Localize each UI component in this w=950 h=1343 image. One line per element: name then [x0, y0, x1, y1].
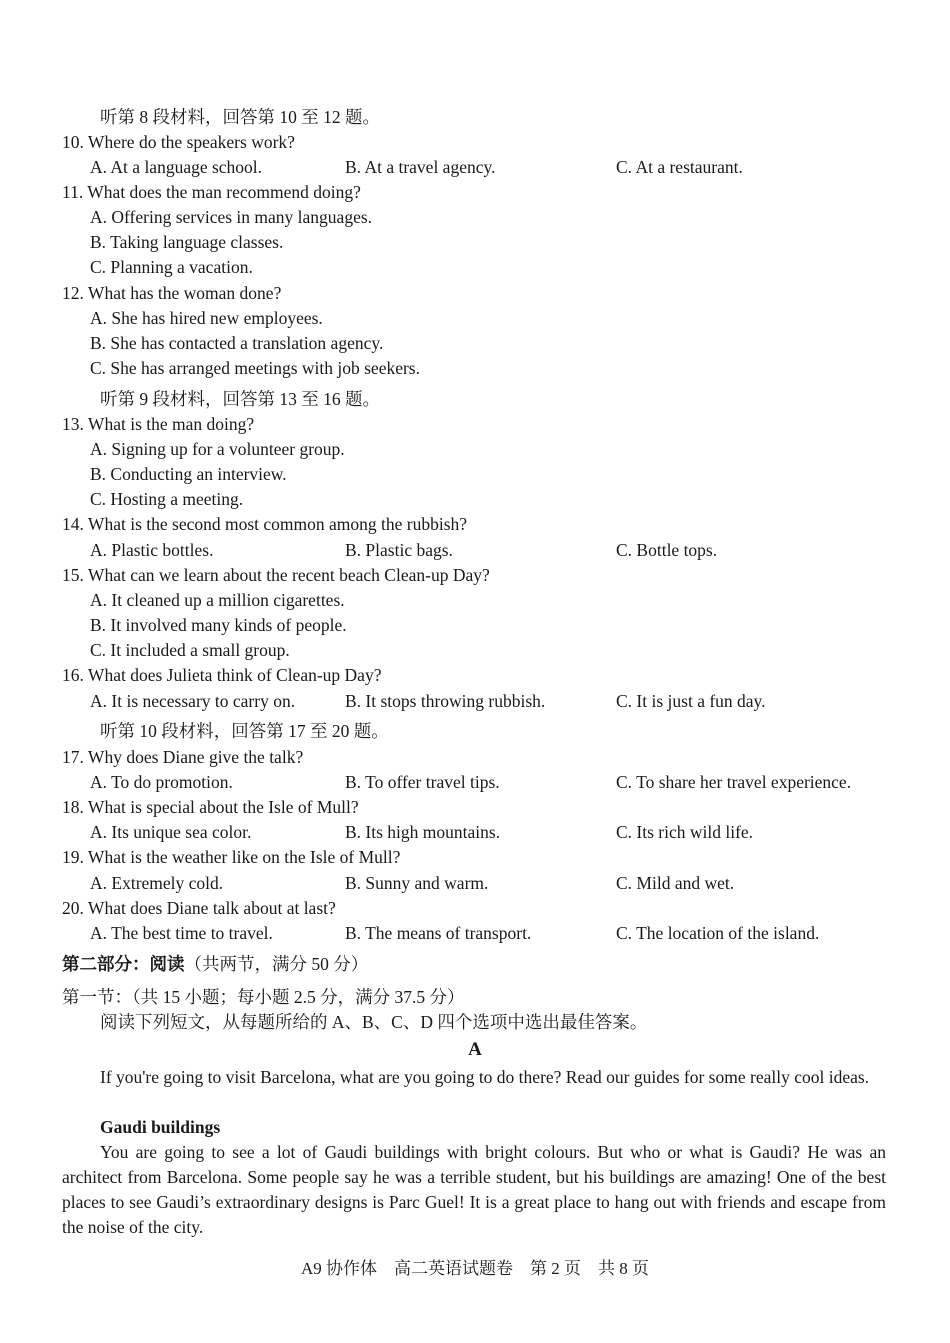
option-15-c: C. It included a small group.	[90, 640, 290, 660]
question-14: 14. What is the second most common among the rubbish?	[62, 514, 468, 534]
options-row-16	[90, 689, 890, 713]
option-16-b: B. It stops throwing rubbish.	[345, 691, 546, 711]
option-14-c: C. Bottle tops.	[616, 540, 718, 560]
options-row-19	[90, 871, 890, 895]
question-17: 17. Why does Diane give the talk?	[62, 747, 304, 767]
option-10-c: C. At a restaurant.	[616, 157, 743, 177]
option-17-c: C. To share her travel experience.	[616, 772, 852, 792]
passage-body-paragraph: You are going to see a lot of Gaudi buildings with bright colours. But who or what is Gaudi? He was an architect from Barcelona. Some people say he was a terrible student, but his buildings are amazing! One of the best places to see Gaudi’s extraordinary designs is Parc Guel! It is a great place to hang out with friends and escape from the noise of the city.	[62, 1142, 886, 1237]
option-13-b: B. Conducting an interview.	[90, 464, 287, 484]
section1-heading: 第一节：（共 15 小题；每小题 2.5 分，满分 37.5 分）	[62, 987, 465, 1007]
option-20-a: A. The best time to travel.	[90, 923, 273, 943]
option-20-c: C. The location of the island.	[616, 923, 820, 943]
section-intro-9: 听第 9 段材料，回答第 13 至 16 题。	[100, 389, 380, 409]
question-16: 16. What does Julieta think of Clean-up Day?	[62, 665, 382, 685]
option-16-a: A. It is necessary to carry on.	[90, 691, 296, 711]
option-18-b: B. Its high mountains.	[345, 822, 501, 842]
option-12-b: B. She has contacted a translation agency.	[90, 333, 384, 353]
option-19-c: C. Mild and wet.	[616, 873, 735, 893]
option-14-a: A. Plastic bottles.	[90, 540, 214, 560]
question-10: 10. Where do the speakers work?	[62, 132, 295, 152]
options-row-14	[90, 538, 890, 562]
section-intro-10: 听第 10 段材料，回答第 17 至 20 题。	[100, 721, 389, 741]
part2-heading	[62, 952, 368, 976]
option-19-a: A. Extremely cold.	[90, 873, 224, 893]
option-13-c: C. Hosting a meeting.	[90, 489, 244, 509]
option-13-a: A. Signing up for a volunteer group.	[90, 439, 345, 459]
question-19: 19. What is the weather like on the Isle of Mull?	[62, 847, 401, 867]
option-10-b: B. At a travel agency.	[345, 157, 496, 177]
part2-title-note: （共两节，满分 50 分）	[184, 954, 369, 974]
question-15: 15. What can we learn about the recent beach Clean-up Day?	[62, 565, 490, 585]
passage-intro-paragraph: If you're going to visit Barcelona, what are you going to do there? Read our guides for some really cool ideas.	[100, 1067, 870, 1087]
option-10-a: A. At a language school.	[90, 157, 263, 177]
option-11-c: C. Planning a vacation.	[90, 257, 253, 277]
option-14-b: B. Plastic bags.	[345, 540, 453, 560]
part2-title: 第二部分：阅读	[62, 954, 185, 974]
question-12: 12. What has the woman done?	[62, 283, 282, 303]
option-16-c: C. It is just a fun day.	[616, 691, 766, 711]
passage-subheading: Gaudi buildings	[100, 1117, 221, 1137]
option-17-b: B. To offer travel tips.	[345, 772, 500, 792]
question-11: 11. What does the man recommend doing?	[62, 182, 361, 202]
option-12-c: C. She has arranged meetings with job seekers.	[90, 358, 420, 378]
option-17-a: A. To do promotion.	[90, 772, 233, 792]
section-intro-8: 听第 8 段材料，回答第 10 至 12 题。	[100, 107, 380, 127]
question-20: 20. What does Diane talk about at last?	[62, 898, 336, 918]
reading-instruction: 阅读下列短文，从每题所给的 A、B、C、D 四个选项中选出最佳答案。	[100, 1012, 648, 1032]
question-13: 13. What is the man doing?	[62, 414, 255, 434]
options-row-20	[90, 921, 890, 945]
option-19-b: B. Sunny and warm.	[345, 873, 489, 893]
option-11-a: A. Offering services in many languages.	[90, 207, 373, 227]
options-row-10	[90, 155, 890, 179]
question-18: 18. What is special about the Isle of Mull?	[62, 797, 359, 817]
page-footer: A9 协作体 高二英语试题卷 第 2 页 共 8 页	[300, 1259, 650, 1278]
option-11-b: B. Taking language classes.	[90, 232, 284, 252]
option-15-a: A. It cleaned up a million cigarettes.	[90, 590, 345, 610]
option-12-a: A. She has hired new employees.	[90, 308, 323, 328]
option-18-c: C. Its rich wild life.	[616, 822, 754, 842]
passage-letter: A	[468, 1039, 482, 1060]
options-row-18	[90, 820, 890, 844]
option-15-b: B. It involved many kinds of people.	[90, 615, 347, 635]
option-20-b: B. The means of transport.	[345, 923, 532, 943]
options-row-17	[90, 770, 890, 794]
option-18-a: A. Its unique sea color.	[90, 822, 252, 842]
